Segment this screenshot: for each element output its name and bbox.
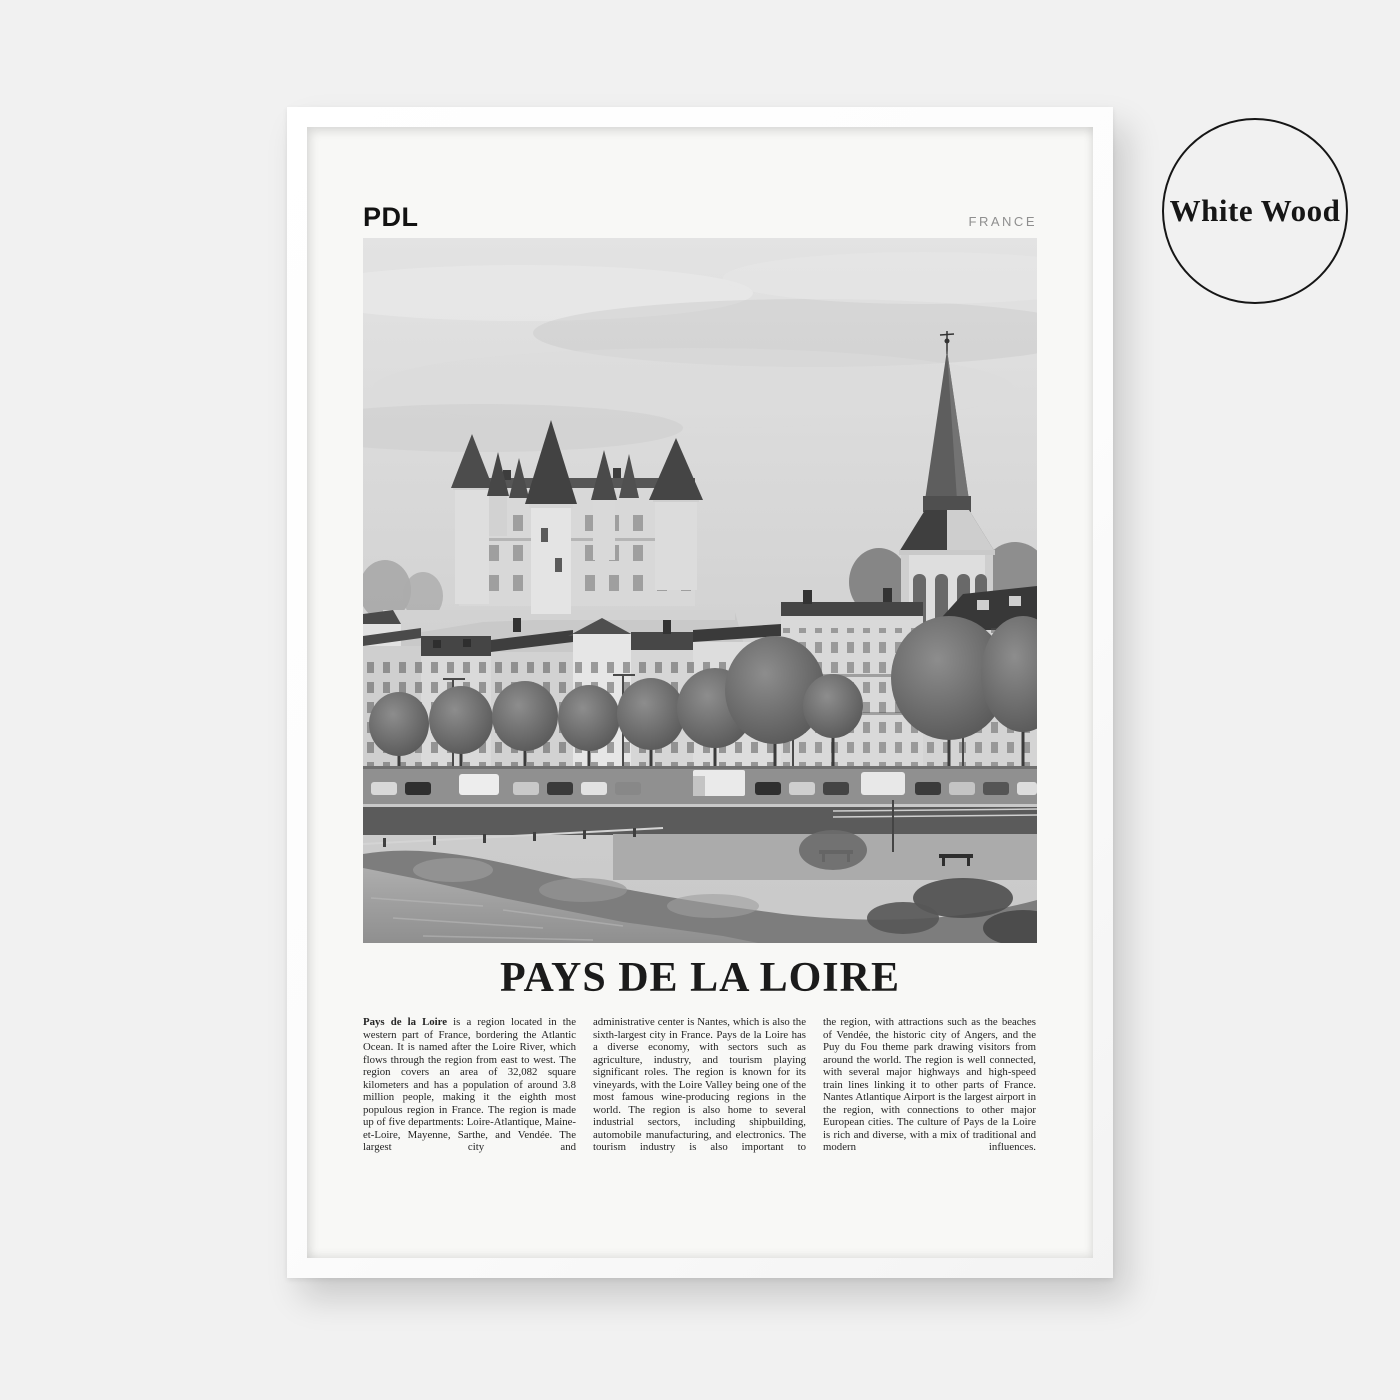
poster-frame xyxy=(287,107,1113,1278)
badge-label: White Wood xyxy=(1169,193,1341,228)
body-column-2: administrative center is Nantes, which is also the sixth-largest city in France. Pays de la Loire has a diverse economy, with sectors such as agriculture, industry, and tourism playing significant roles. The region is known for its vineyards, with the Loire Valley being one of the most famous wine-producing regions in the world. The region is also home to several industrial sectors, including shipbuilding, automobile manufacturing, and electronics. The tourism industry is also important to xyxy=(593,1016,806,1154)
country-label: FRANCE xyxy=(968,214,1037,230)
poster xyxy=(307,127,1093,1258)
frame-style-badge xyxy=(1162,118,1348,304)
region-code: PDL xyxy=(363,202,419,232)
body-column-3: the region, with attractions such as the beaches of Vendée, the historic city of Angers, and the Puy du Fou theme park drawing visitors from around the world. The region is well connected, with several major highways and high-speed train lines linking it to other parts of France. Nantes Atlantique Airport is the largest airport in the region, with connections to other major European cities. The culture of Pays de la Loire is rich and diverse, with a mix of traditional and modern influences. xyxy=(823,1016,1036,1154)
poster-header xyxy=(363,127,1037,238)
river-wall xyxy=(363,807,1037,835)
body-lead: Pays de la Loire xyxy=(363,1016,448,1028)
poster-body xyxy=(363,1016,1037,1154)
photo-illustration xyxy=(363,238,1037,943)
body-column-1 xyxy=(363,1016,576,1154)
poster-title: PAYS DE LA LOIRE xyxy=(500,955,900,1001)
body-column-1-text: is a region located in the western part of France, bordering the Atlantic Ocean. It is named after the Loire River, which flows through the region from east to west. The region covers an area of 32,082 square kilometers and has a population of around 3.8 million people, making it the eighth most populous region in France. The region is made up of five departments: Loire-Atlantique, Maine-et-Loire, Mayenne, Sarthe, and Vendée. The largest city and xyxy=(363,1016,576,1154)
photo-saumur-scene xyxy=(363,238,1037,943)
